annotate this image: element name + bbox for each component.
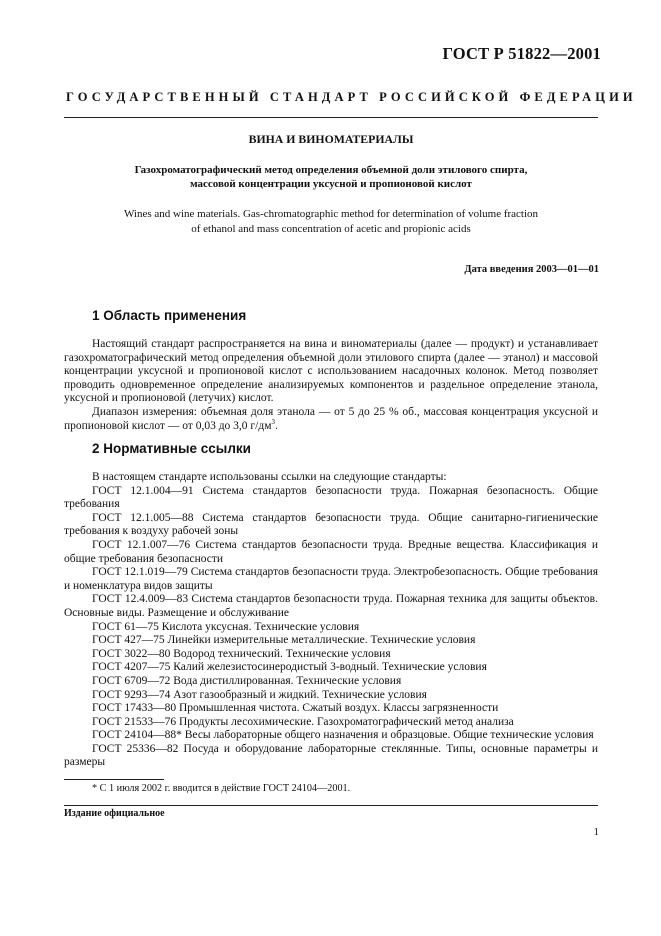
section-2-body bbox=[64, 471, 598, 770]
introduction-date: Дата введения 2003—01—01 bbox=[464, 264, 599, 275]
reference-item: ГОСТ 427—75 Линейки измерительные металлические. Технические условия bbox=[92, 634, 476, 647]
reference-item: ГОСТ 61—75 Кислота уксусная. Технические условия bbox=[92, 620, 360, 633]
reference-item: ГОСТ 3022—80 Водород технический. Технические условия bbox=[92, 647, 391, 660]
english-title-line: Wines and wine materials. Gas-chromatographic method for determination of volume fraction bbox=[123, 208, 539, 220]
reference-item: ГОСТ 25336—82 Посуда и оборудование лабораторные стеклянные. Типы, основные параметры и размеры bbox=[64, 742, 598, 769]
footnote: * С 1 июля 2002 г. вводится в действие ГОСТ 24104—2001. bbox=[92, 783, 351, 794]
page-number: 1 bbox=[593, 826, 599, 838]
references-intro: В настоящем стандарте использованы ссылки на следующие стандарты: bbox=[92, 471, 447, 483]
section-2-heading: 2 Нормативные ссылки bbox=[92, 441, 251, 456]
header-rule bbox=[64, 117, 598, 118]
footnote-rule bbox=[64, 779, 164, 780]
english-title-line: of ethanol and mass concentration of acetic and propionic acids bbox=[191, 222, 471, 235]
subtitle-line: Газохроматографический метод определения объемной доли этилового спирта, bbox=[134, 164, 528, 176]
reference-item: ГОСТ 4207—75 Калий железистосинеродистый 3-водный. Технические условия bbox=[92, 661, 487, 674]
english-title bbox=[64, 207, 598, 236]
reference-item: ГОСТ 12.1.019—79 Система стандартов безопасности труда. Электробезопасность. Общие требования и номенклатура видов защиты bbox=[64, 566, 598, 592]
reference-item: ГОСТ 12.1.007—76 Система стандартов безопасности труда. Вредные вещества. Классификация и общие требования безопасности bbox=[64, 538, 598, 565]
standard-subtitle bbox=[64, 163, 598, 191]
section-1-heading: 1 Область применения bbox=[92, 308, 247, 323]
document-id: ГОСТ Р 51822—2001 bbox=[442, 44, 601, 63]
reference-item: ГОСТ 9293—74 Азот газообразный и жидкий. Технические условия bbox=[92, 688, 427, 701]
subtitle-line: массовой концентрации уксусной и пропионовой кислот bbox=[190, 178, 472, 190]
edition-label: Издание официальное bbox=[64, 808, 165, 819]
reference-item: ГОСТ 12.1.004—91 Система стандартов безопасности труда. Пожарная безопасность. Общие требования bbox=[64, 484, 598, 511]
government-standard-title: ГОСУДАРСТВЕННЫЙ СТАНДАРТ РОССИЙСКОЙ ФЕДЕРАЦИИ bbox=[66, 90, 637, 104]
range-paragraph: Диапазон измерения: объемная доля этанола — от 5 до 25 % об., массовая концентрация уксусной и пропионовой кислот — от 0,03 до 3,0 $г/дм^3$. bbox=[64, 405, 598, 432]
reference-item: ГОСТ 17433—80 Промышленная чистота. Сжатый воздух. Классы загрязненности bbox=[92, 702, 499, 715]
reference-item: ГОСТ 6709—72 Вода дистиллированная. Технические условия bbox=[92, 674, 402, 687]
reference-item: ГОСТ 12.4.009—83 Система стандартов безопасности труда. Пожарная техника для защиты объектов. Основные виды. Размещение и обслуживание bbox=[64, 593, 598, 619]
reference-item: ГОСТ 12.1.005—88 Система стандартов безопасности труда. Общие санитарно-гигиенические требования к воздуху рабочей зоны bbox=[64, 511, 598, 538]
reference-item: ГОСТ 24104—88* Весы лабораторные общего назначения и образцовые. Общие технические условия bbox=[92, 729, 594, 742]
section-1-body bbox=[64, 338, 598, 433]
reference-item: ГОСТ 21533—76 Продукты лесохимические. Газохроматографический метод анализа bbox=[92, 715, 514, 728]
paragraph: Настоящий стандарт распространяется на вина и виноматериалы (далее — продукт) и устанавливает газохроматографический метод определения объемной доли этилового спирта (далее — этанол) и массовой концентрации уксусной и пропионовой кислот с использованием насадочных колонок. Метод позволяет проводить одновременное определение анализируемых компонентов и раздельное определение этанола, уксусной и пропионовой (летучих) кислот. bbox=[64, 338, 598, 405]
footer-rule bbox=[64, 805, 598, 806]
standard-title: ВИНА И ВИНОМАТЕРИАЛЫ bbox=[248, 132, 414, 146]
